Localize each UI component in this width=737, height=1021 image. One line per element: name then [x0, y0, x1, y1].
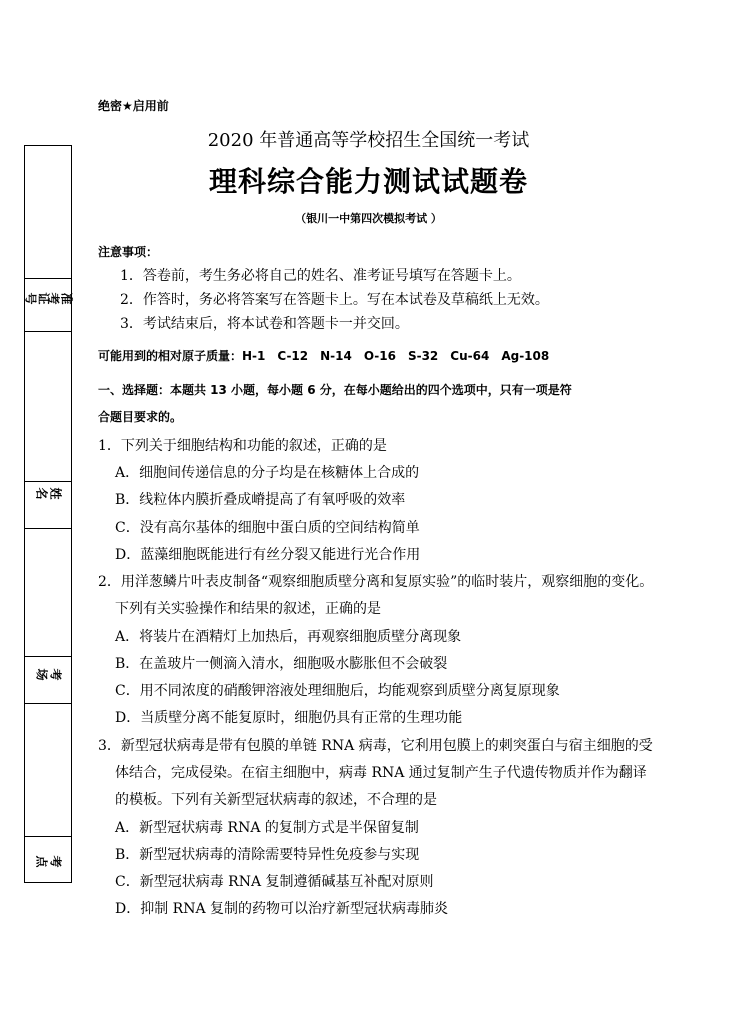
question-option: B．线粒体内膜折叠成嵴提高了有氧呼吸的效率 — [115, 492, 406, 508]
question-option: B．新型冠状病毒的清除需要特异性免疫参与实现 — [115, 847, 420, 863]
strip-divider — [25, 528, 71, 529]
exam-title: 2020 年普通高等学校招生全国统一考试 — [207, 130, 530, 151]
notice-heading: 注意事项： — [98, 245, 159, 259]
question-option: B．在盖玻片一侧滴入清水，细胞吸水膨胀但不会破裂 — [115, 656, 448, 672]
strip-divider — [25, 278, 71, 279]
question-stem: 体结合，完成侵染。在宿主细胞中，病毒 RNA 通过复制产生子代遗传物质并作为翻译 — [115, 765, 647, 781]
binding-strip — [24, 145, 72, 883]
notice-item: 1．答卷前，考生务必将自己的姓名、准考证号填写在答题卡上。 — [120, 268, 521, 284]
strip-divider — [25, 836, 71, 837]
notice-item: 3．考试结束后，将本试卷和答题卡一并交回。 — [120, 316, 409, 332]
question-stem: 的模板。下列有关新型冠状病毒的叙述，不合理的是 — [115, 792, 437, 808]
question-stem: 1．下列关于细胞结构和功能的叙述，正确的是 — [98, 438, 387, 454]
exam-number-label: 准考 证号 — [23, 292, 74, 305]
section-intro: 合题目要求的。 — [98, 410, 183, 424]
atomic-masses: 可能用到的相对原子质量：H-1 C-12 N-14 O-16 S-32 Cu-64 Ag-108 — [98, 349, 550, 363]
notice-item: 2．作答时，务必将答案写在答题卡上。写在本试卷及草稿纸上无效。 — [120, 292, 549, 308]
question-stem: 2．用洋葱鳞片叶表皮制备“观察细胞质壁分离和复原实验”的临时装片，观察细胞的变化。 — [98, 574, 654, 590]
question-option: C．没有高尔基体的细胞中蛋白质的空间结构简单 — [115, 520, 420, 536]
question-option: A．新型冠状病毒 RNA 的复制方式是半保留复制 — [115, 820, 419, 836]
name-label: 姓 名 — [34, 487, 63, 500]
question-option: A．将装片在酒精灯上加热后，再观察细胞质壁分离现象 — [115, 629, 462, 645]
section-intro: 一、选择题：本题共 13 小题，每小题 6 分，在每小题给出的四个选项中，只有一项是符 — [98, 383, 572, 397]
question-option: A．细胞间传递信息的分子均是在核糖体上合成的 — [115, 465, 420, 481]
center-label: 考 点 — [34, 855, 63, 868]
exam-subtitle: （银川一中第四次模拟考试 ） — [295, 212, 442, 225]
paper-title: 理科综合能力测试试题卷 — [208, 165, 528, 198]
room-label: 考 场 — [34, 668, 63, 681]
strip-divider — [25, 331, 71, 332]
secret-mark: 绝密★启用前 — [98, 99, 169, 113]
question-option: D．当质壁分离不能复原时，细胞仍具有正常的生理功能 — [115, 710, 463, 726]
question-option: D．蓝藻细胞既能进行有丝分裂又能进行光合作用 — [115, 547, 421, 563]
strip-divider — [25, 656, 71, 657]
question-stem: 下列有关实验操作和结果的叙述，正确的是 — [115, 601, 381, 617]
question-stem: 3．新型冠状病毒是带有包膜的单链 RNA 病毒，它利用包膜上的刺突蛋白与宿主细胞的受 — [98, 738, 653, 754]
strip-divider — [25, 703, 71, 704]
strip-divider — [25, 481, 71, 482]
question-option: C．用不同浓度的硝酸钾溶液处理细胞后，均能观察到质壁分离复原现象 — [115, 683, 560, 699]
question-option: C．新型冠状病毒 RNA 复制遵循碱基互补配对原则 — [115, 874, 434, 890]
question-option: D．抑制 RNA 复制的药物可以治疗新型冠状病毒肺炎 — [115, 901, 449, 917]
